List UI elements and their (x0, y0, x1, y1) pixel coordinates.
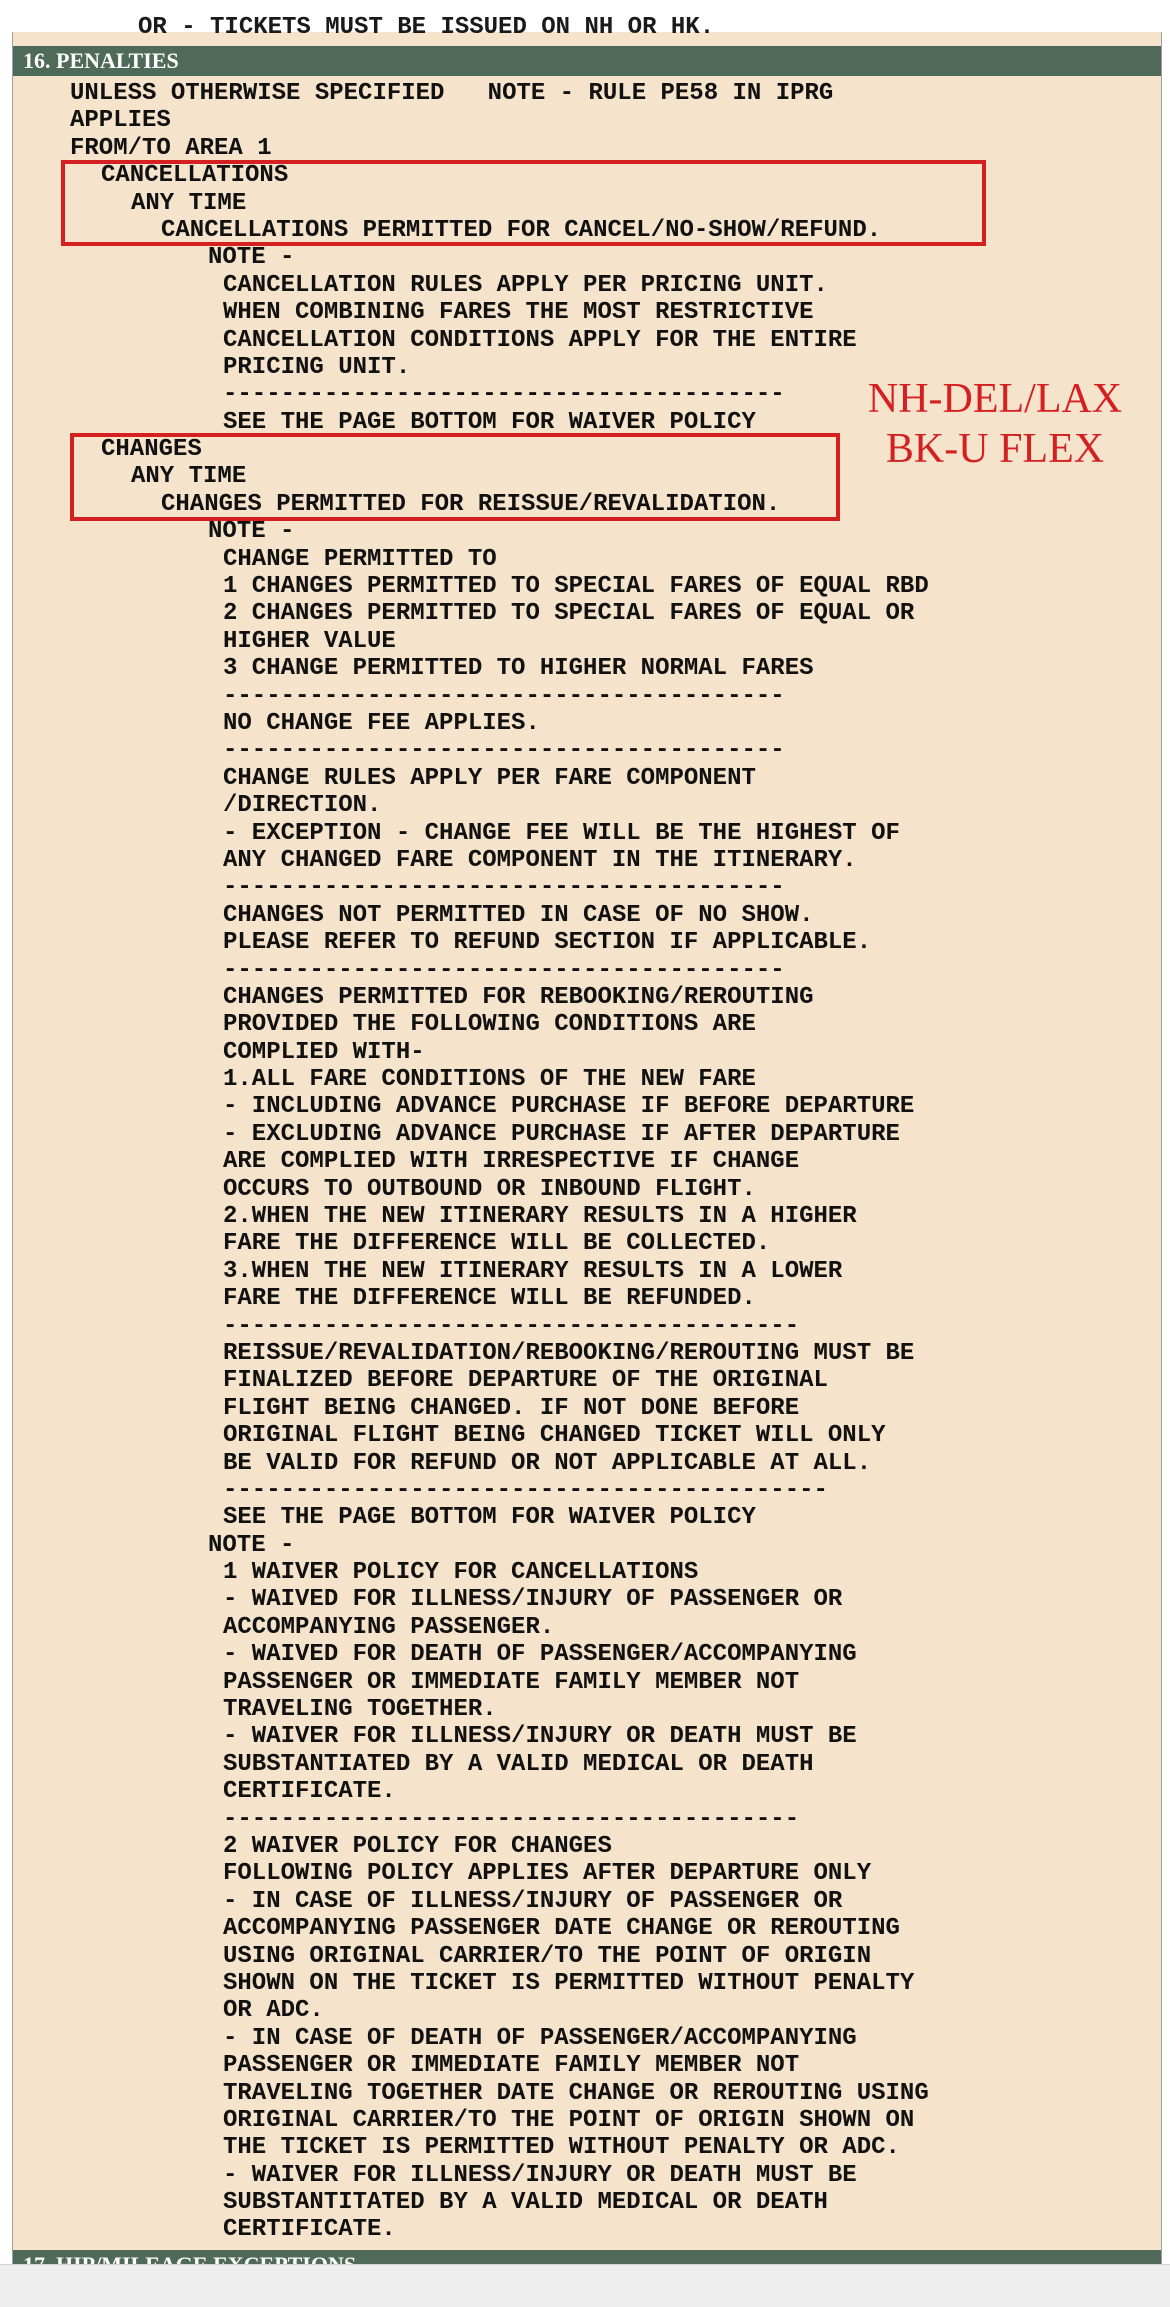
section-16-header[interactable] (13, 46, 1161, 76)
rule-line: NOTE - (208, 1531, 295, 1559)
rule-line: 2 WAIVER POLICY FOR CHANGES (223, 1833, 612, 1860)
rule-line: 2 CHANGES PERMITTED TO SPECIAL FARES OF EQUAL OR (223, 600, 915, 628)
rule-line: - EXCLUDING ADVANCE PURCHASE IF AFTER DEPARTURE (223, 1120, 900, 1148)
rule-line: --------------------------------------- (223, 956, 785, 984)
rule-line: /DIRECTION. (223, 792, 382, 820)
rule-line: ---------------------------------------- (223, 1312, 800, 1340)
rule-line: 3.WHEN THE NEW ITINERARY RESULTS IN A LOWER (223, 1257, 843, 1285)
rule-line: ORIGINAL FLIGHT BEING CHANGED TICKET WILL ONLY (223, 1422, 886, 1450)
rule-line: - EXCEPTION - CHANGE FEE WILL BE THE HIGHEST OF (223, 819, 900, 847)
rule-line: ------------------------------------------ (223, 1476, 828, 1504)
rule-line: - INCLUDING ADVANCE PURCHASE IF BEFORE DEPARTURE (223, 1093, 915, 1121)
penalties-rule-text (13, 80, 929, 2244)
rule-line: SEE THE PAGE BOTTOM FOR WAIVER POLICY (223, 1504, 756, 1532)
rule-line: SUBSTANTITATED BY A VALID MEDICAL OR DEATH (223, 2189, 828, 2217)
rule-line: CANCELLATIONS PERMITTED FOR CANCEL/NO-SHOW/REFUND. (161, 216, 882, 244)
rule-line: CHANGE PERMITTED TO (223, 545, 497, 573)
rule-line: USING ORIGINAL CARRIER/TO THE POINT OF ORIGIN (223, 1942, 872, 1970)
rule-line: BE VALID FOR REFUND OR NOT APPLICABLE AT ALL. (223, 1449, 872, 1477)
rule-line: FARE THE DIFFERENCE WILL BE REFUNDED. (223, 1285, 756, 1313)
handwritten-annotation (845, 374, 1145, 474)
rule-line: ANY TIME (131, 189, 247, 217)
rule-line: 2.WHEN THE NEW ITINERARY RESULTS IN A HIGHER (223, 1203, 857, 1231)
changes-highlight-box (70, 433, 840, 521)
cancellations-highlight-box (61, 160, 986, 246)
rule-line: HIGHER VALUE (223, 627, 396, 655)
rule-line: PRICING UNIT. (223, 353, 411, 381)
rule-line: SUBSTANTIATED BY A VALID MEDICAL OR DEATH (223, 1750, 814, 1778)
rule-line: CHANGES PERMITTED FOR REBOOKING/REROUTING (223, 983, 814, 1011)
rule-line: COMPLIED WITH- (223, 1038, 425, 1066)
previous-rule-text: OR - TICKETS MUST BE ISSUED ON NH OR HK. (138, 14, 715, 41)
rule-line: OCCURS TO OUTBOUND OR INBOUND FLIGHT. (223, 1175, 756, 1203)
rule-line: PLEASE REFER TO REFUND SECTION IF APPLICABLE. (223, 929, 872, 957)
window-bottom-strip (0, 2264, 1170, 2307)
rule-line: TRAVELING TOGETHER DATE CHANGE OR REROUTING USING (223, 2079, 929, 2107)
rule-line: --------------------------------------- (223, 874, 785, 902)
rule-line: CANCELLATION CONDITIONS APPLY FOR THE ENTIRE (223, 326, 857, 354)
rule-line: --------------------------------------- (223, 682, 785, 710)
rule-line: PASSENGER OR IMMEDIATE FAMILY MEMBER NOT (223, 2052, 800, 2080)
rule-line: CHANGE RULES APPLY PER FARE COMPONENT (223, 764, 756, 792)
section-16-title: 16. PENALTIES (23, 48, 179, 73)
cut-off-previous-line (13, 14, 1161, 45)
rule-line: FROM/TO AREA 1 (70, 134, 272, 162)
rule-line: CHANGES NOT PERMITTED IN CASE OF NO SHOW. (223, 901, 814, 929)
rule-line: 1 CHANGES PERMITTED TO SPECIAL FARES OF EQUAL RBD (223, 573, 929, 601)
rule-line: - WAIVED FOR DEATH OF PASSENGER/ACCOMPANYING (223, 1641, 857, 1669)
rule-line: UNLESS OTHERWISE SPECIFIED NOTE - RULE PE58 IN IPRG (70, 80, 834, 107)
rule-line: ANY TIME (131, 463, 247, 491)
rule-line: NOTE - (208, 518, 295, 546)
rule-line: ---------------------------------------- (223, 1805, 800, 1833)
rule-line: APPLIES (70, 107, 171, 135)
fare-rules-panel (12, 14, 1162, 2264)
rule-line: WHEN COMBINING FARES THE MOST RESTRICTIVE (223, 299, 814, 327)
rule-line: PASSENGER OR IMMEDIATE FAMILY MEMBER NOT (223, 1668, 800, 1696)
rule-line: --------------------------------------- (223, 381, 785, 409)
rule-line: NOTE - (208, 244, 295, 272)
section-17-header[interactable] (13, 2250, 1161, 2264)
rule-line: TRAVELING TOGETHER. (223, 1696, 497, 1724)
rule-line: FINALIZED BEFORE DEPARTURE OF THE ORIGINAL (223, 1367, 828, 1395)
rule-line: ANY CHANGED FARE COMPONENT IN THE ITINERARY. (223, 846, 857, 874)
rule-line: 3 CHANGE PERMITTED TO HIGHER NORMAL FARES (223, 655, 814, 683)
rule-line: ORIGINAL CARRIER/TO THE POINT OF ORIGIN SHOWN ON (223, 2106, 915, 2134)
rule-line: OR ADC. (223, 1997, 324, 2025)
rule-line: FOLLOWING POLICY APPLIES AFTER DEPARTURE ONLY (223, 1860, 872, 1888)
annotation-route: NH-DEL/LAX (867, 376, 1123, 422)
rule-line: CANCELLATION RULES APPLY PER PRICING UNIT. (223, 271, 828, 299)
rule-line: 1.ALL FARE CONDITIONS OF THE NEW FARE (223, 1066, 756, 1094)
annotation-booking-class: BK-U FLEX (885, 426, 1105, 472)
rule-line: - IN CASE OF ILLNESS/INJURY OF PASSENGER OR (223, 1887, 843, 1915)
rule-line: ACCOMPANYING PASSENGER. (223, 1613, 555, 1641)
rule-line: - WAIVER FOR ILLNESS/INJURY OR DEATH MUST BE (223, 1723, 857, 1751)
rule-line: FARE THE DIFFERENCE WILL BE COLLECTED. (223, 1230, 771, 1258)
rule-line: PROVIDED THE FOLLOWING CONDITIONS ARE (223, 1011, 756, 1039)
rule-line: SEE THE PAGE BOTTOM FOR WAIVER POLICY (223, 408, 756, 436)
rule-line: CERTIFICATE. (223, 2216, 396, 2244)
rule-line: - IN CASE OF DEATH OF PASSENGER/ACCOMPANYING (223, 2024, 857, 2052)
rule-line: CANCELLATIONS (101, 162, 289, 190)
rule-line: - WAIVED FOR ILLNESS/INJURY OF PASSENGER OR (223, 1586, 843, 1614)
rule-line: CHANGES PERMITTED FOR REISSUE/REVALIDATION. (161, 490, 781, 518)
rule-line: SHOWN ON THE TICKET IS PERMITTED WITHOUT PENALTY (223, 1969, 915, 1997)
rule-line: REISSUE/REVALIDATION/REBOOKING/REROUTING MUST BE (223, 1339, 915, 1367)
rule-line: ARE COMPLIED WITH IRRESPECTIVE IF CHANGE (223, 1148, 800, 1176)
rule-line: NO CHANGE FEE APPLIES. (223, 709, 540, 737)
rule-line: THE TICKET IS PERMITTED WITHOUT PENALTY OR ADC. (223, 2134, 900, 2162)
rule-line: CERTIFICATE. (223, 1778, 396, 1806)
rule-line: 1 WAIVER POLICY FOR CANCELLATIONS (223, 1559, 699, 1587)
rule-line: FLIGHT BEING CHANGED. IF NOT DONE BEFORE (223, 1394, 800, 1422)
rule-line: --------------------------------------- (223, 737, 785, 765)
rule-line: CHANGES (101, 436, 202, 464)
rule-line: ACCOMPANYING PASSENGER DATE CHANGE OR REROUTING (223, 1915, 900, 1943)
rule-line: - WAIVER FOR ILLNESS/INJURY OR DEATH MUST BE (223, 2161, 857, 2189)
